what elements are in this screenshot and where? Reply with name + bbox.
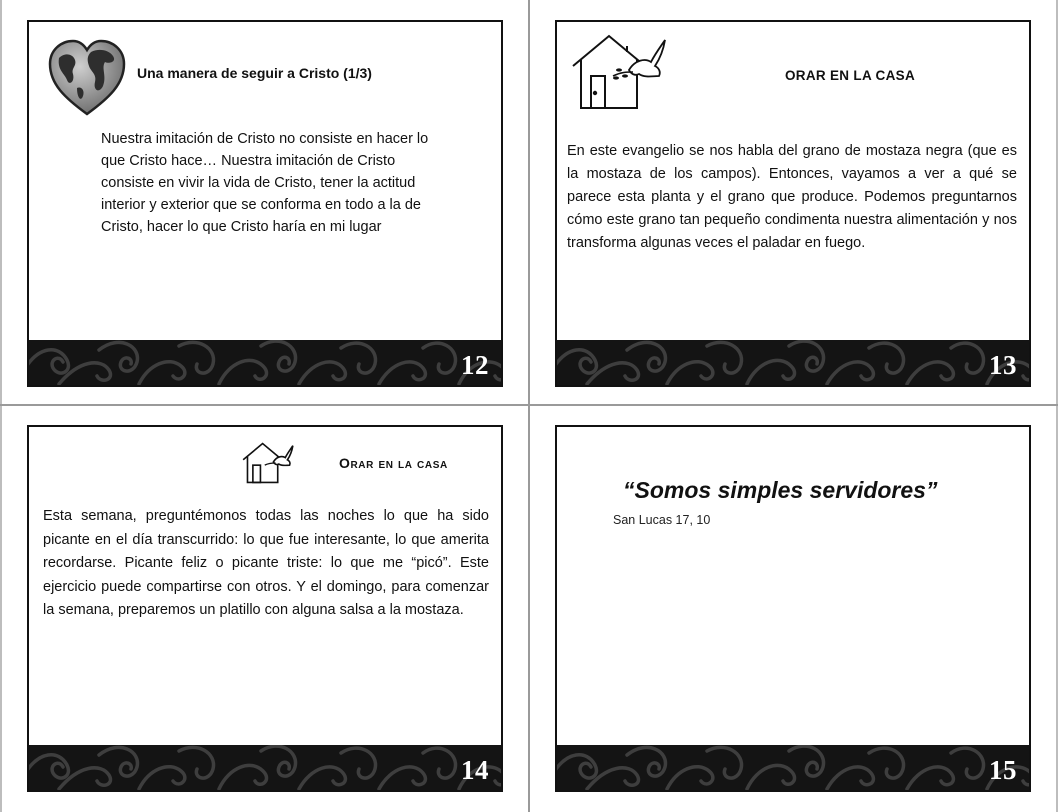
footer-band (29, 745, 501, 790)
footer-band (557, 745, 1029, 790)
page-number: 14 (461, 755, 489, 785)
ornament-pattern (557, 745, 1029, 790)
card-14 (27, 425, 503, 792)
quote-title: “Somos simples servidores” (623, 477, 938, 503)
ornament-pattern (557, 340, 1029, 385)
card-body: Esta semana, preguntémonos todas las noches lo que ha sido picante en el día transcurrido: lo que fue interesante, lo que amerita recordarse. Picante feliz o picante triste: lo que me “picó”. Este ejercicio puede compartirse con otros. Y el domingo, para comenzar la semana, preparemos un platillo con alguna salsa a la mostaza. (43, 508, 489, 618)
card-title: Una manera de seguir a Cristo (1/3) (137, 65, 372, 81)
house-dove-icon (569, 32, 669, 117)
page-number: 15 (989, 755, 1017, 785)
footer-band (29, 340, 501, 385)
card-body: Nuestra imitación de Cristo no consiste en hacer lo que Cristo hace… Nuestra imitación de Cristo consiste en vivir la vida de Cristo, tener la actitud interior y exterior que se conforma en todo a la de Cristo, hacer lo que Cristo haría en mi lugar (101, 131, 429, 235)
card-body: En este evangelio se nos habla del grano de mostaza negra (que es la mostaza de los campos). Entonces, vayamos a ver a qué se parece esta planta y el grano que produce. Podemos preguntarnos cómo este grano tan pequeño condimenta nuestra alimentación y nos transforma algunas veces el paladar en fuego. (567, 143, 1017, 251)
card-title: ORAR EN LA CASA (785, 68, 916, 83)
ornament-pattern (29, 745, 501, 790)
page-number: 12 (461, 350, 489, 380)
house-dove-icon (241, 441, 295, 490)
heart-globe-icon (47, 38, 127, 123)
page-number: 13 (989, 350, 1017, 380)
footer-band (557, 340, 1029, 385)
quote-citation: San Lucas 17, 10 (613, 513, 711, 527)
card-13 (555, 20, 1031, 387)
card-title: Orar en la casa (339, 455, 448, 471)
sheet-edge-left (0, 0, 2, 812)
card-15 (555, 425, 1031, 792)
horizontal-cut-line (0, 404, 1058, 406)
card-12 (27, 20, 503, 387)
vertical-cut-line (528, 0, 530, 812)
ornament-pattern (29, 340, 501, 385)
